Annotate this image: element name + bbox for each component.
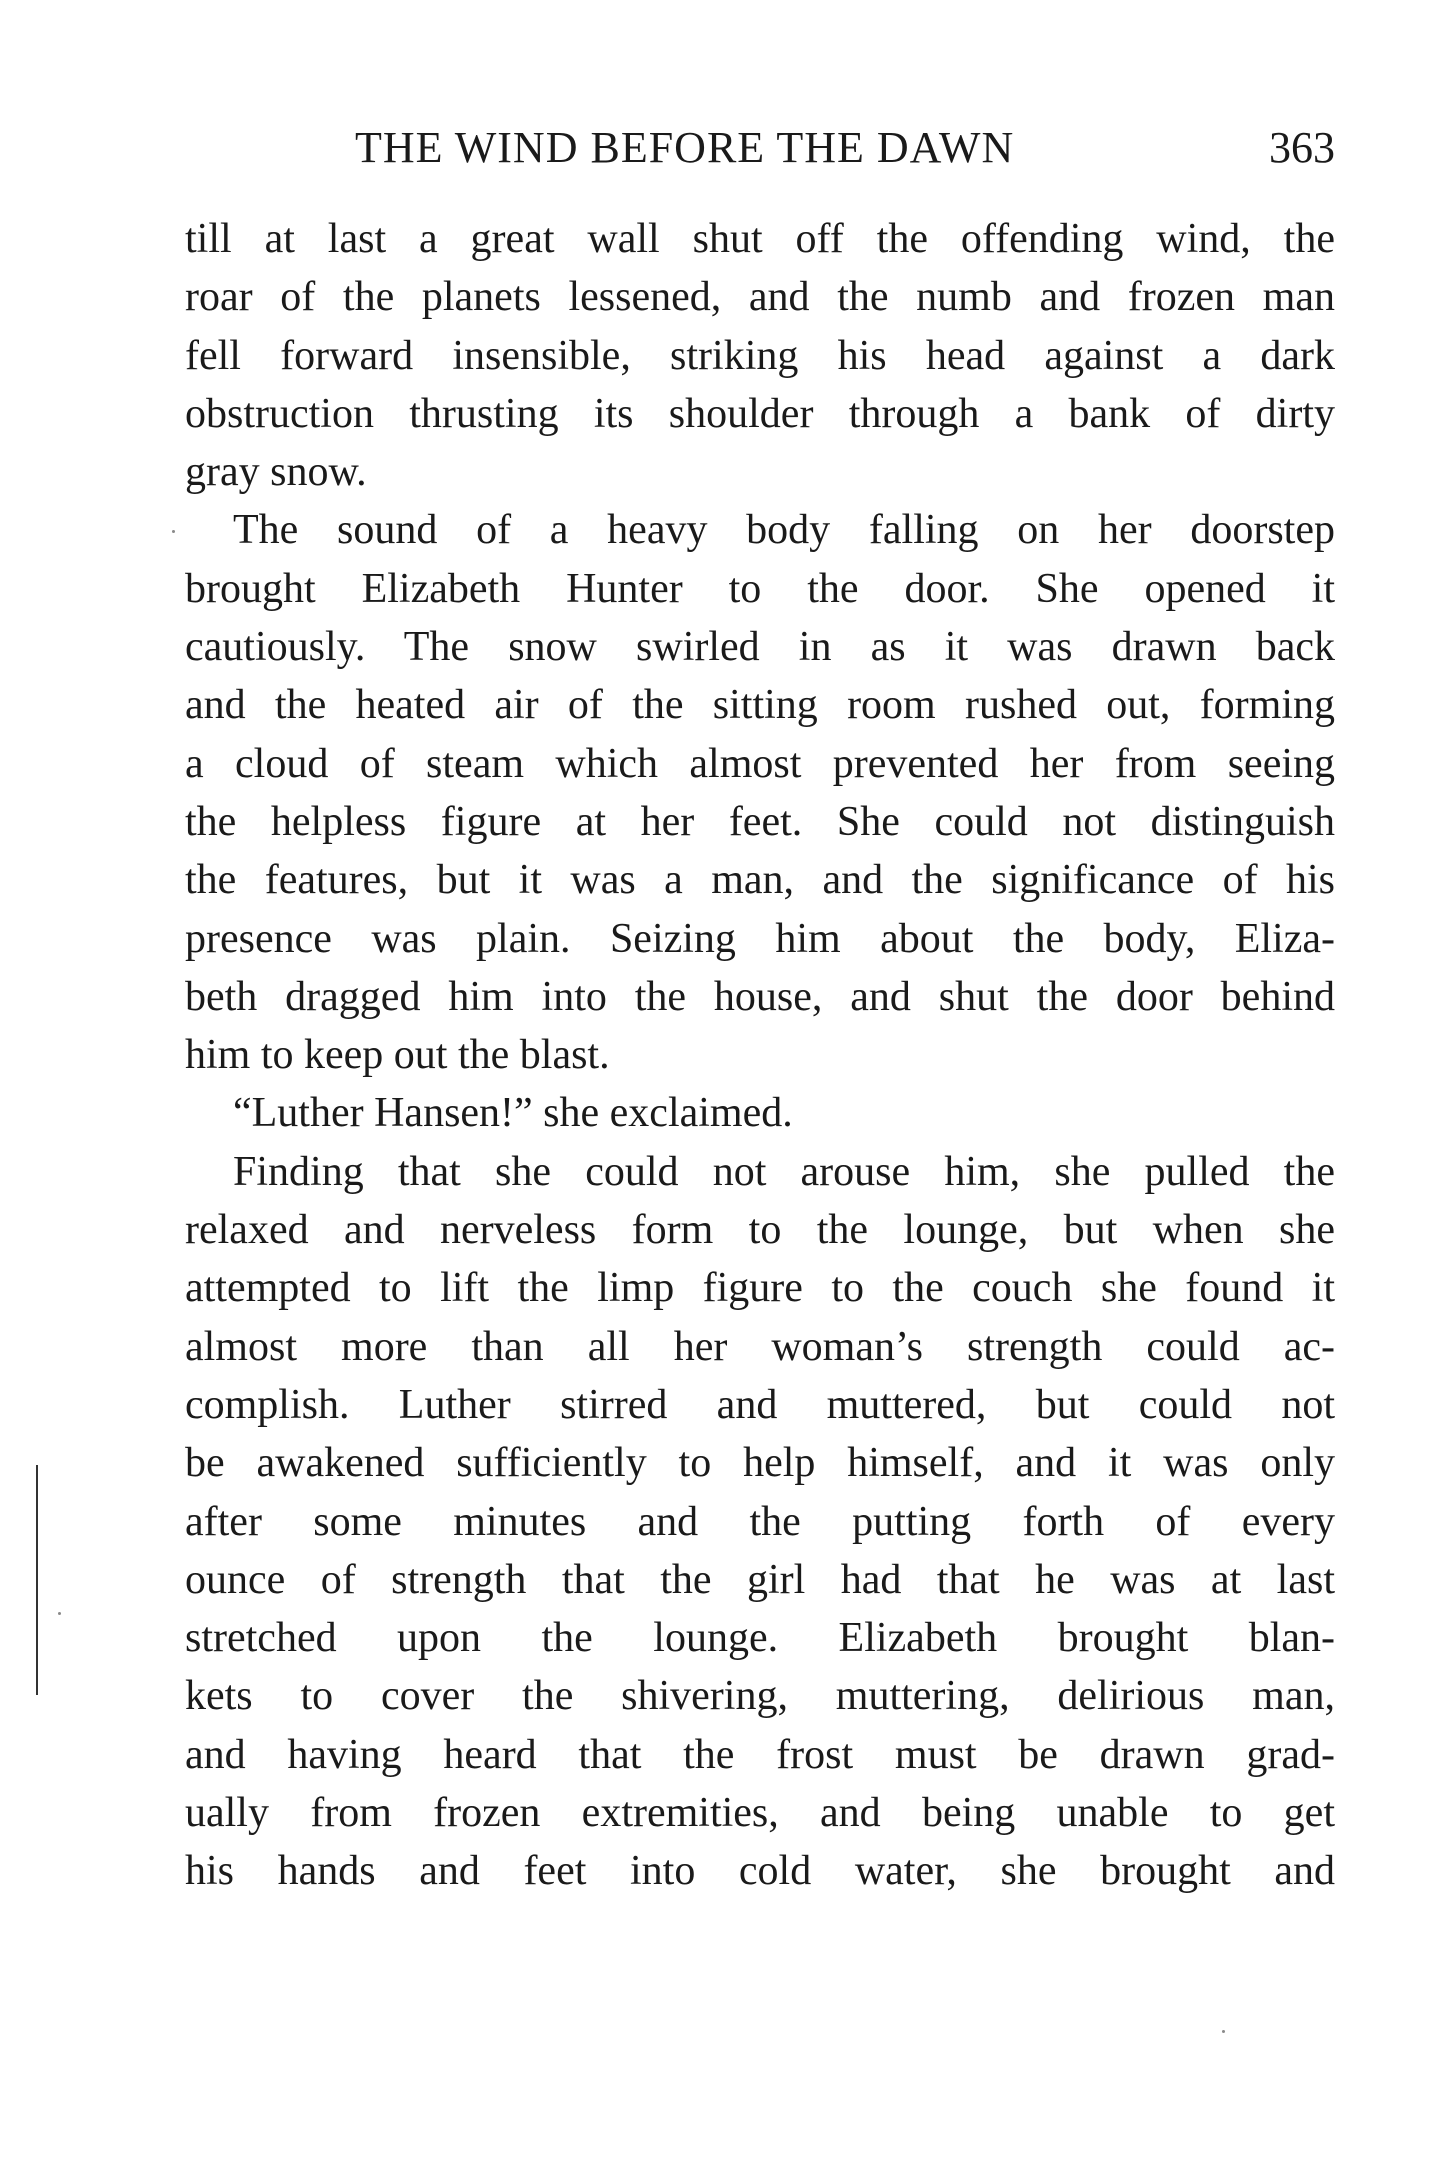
text-line: brought Elizabeth Hunter to the door. She opened it	[185, 565, 1335, 612]
text-line: obstruction thrusting its shoulder through a bank of dirty	[185, 390, 1335, 437]
text-line: attempted to lift the limp figure to the couch she found it	[185, 1265, 1335, 1312]
scan-margin-line	[36, 1465, 38, 1695]
page-number: 363	[1269, 123, 1335, 172]
text-line: ounce of strength that the girl had that he was at last	[185, 1556, 1335, 1603]
text-line: almost more than all her woman’s strength could ac-	[185, 1323, 1335, 1370]
text-line: after some minutes and the putting forth of every	[185, 1498, 1335, 1545]
text-line: fell forward insensible, striking his head against a dark	[185, 332, 1335, 379]
text-line: complish. Luther stirred and muttered, but could not	[185, 1381, 1335, 1428]
text-line: kets to cover the shivering, muttering, delirious man,	[185, 1673, 1335, 1720]
text-line: relaxed and nerveless form to the lounge, but when she	[185, 1207, 1335, 1254]
text-line: till at last a great wall shut off the offending wind, the	[185, 216, 1335, 262]
text-line: roar of the planets lessened, and the numb and frozen man	[185, 274, 1335, 321]
text-line: beth dragged him into the house, and shut the door behind	[185, 973, 1335, 1020]
text-line: the features, but it was a man, and the significance of his	[185, 857, 1335, 904]
running-head	[185, 122, 1335, 182]
text-line: and the heated air of the sitting room rushed out, forming	[185, 682, 1335, 729]
scan-speck	[1222, 2030, 1225, 2033]
text-line: his hands and feet into cold water, she brought and	[185, 1848, 1335, 1895]
text-line: him to keep out the blast.	[185, 1032, 610, 1079]
text-line: the helpless figure at her feet. She could not distinguish	[185, 798, 1335, 845]
text-line: a cloud of steam which almost prevented her from seeing	[185, 740, 1335, 787]
text-line: cautiously. The snow swirled in as it was drawn back	[185, 624, 1335, 671]
text-line: stretched upon the lounge. Elizabeth brought blan-	[185, 1615, 1335, 1662]
text-line: be awakened sufficiently to help himself, and it was only	[185, 1440, 1335, 1487]
text-line: Finding that she could not arouse him, she pulled the	[233, 1148, 1335, 1195]
text-line: presence was plain. Seizing him about the body, Eliza-	[185, 915, 1335, 962]
running-title: THE WIND BEFORE THE DAWN	[355, 123, 1015, 172]
scan-speck	[172, 530, 175, 533]
scan-speck	[58, 1612, 61, 1615]
body-text	[185, 210, 1335, 1901]
text-line: “Luther Hansen!” she exclaimed.	[233, 1090, 793, 1137]
text-line: and having heard that the frost must be drawn grad-	[185, 1731, 1335, 1778]
text-line: The sound of a heavy body falling on her doorstep	[233, 507, 1335, 554]
text-line: gray snow.	[185, 449, 367, 496]
text-line: ually from frozen extremities, and being unable to get	[185, 1790, 1335, 1837]
